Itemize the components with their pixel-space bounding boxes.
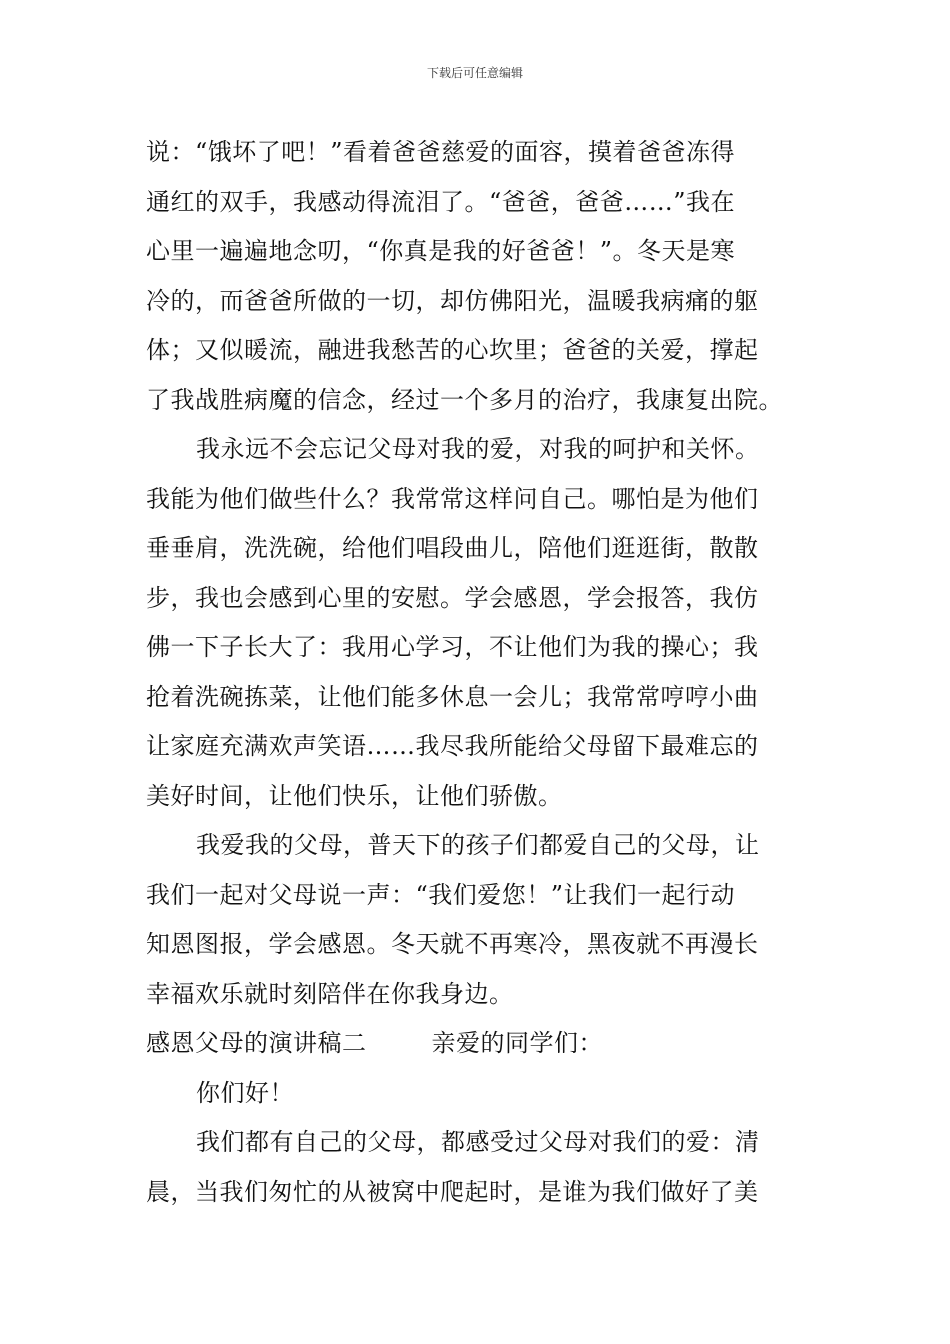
text-line: 你们好！: [196, 1078, 294, 1107]
text-line: 了我战胜病魔的信念，经过一个多月的治疗，我康复出院。: [146, 385, 783, 414]
text-line: 步，我也会感到心里的安慰。学会感恩，学会报答，我仿: [146, 583, 759, 612]
text-line: 我们一起对父母说一声：“我们爱您！”让我们一起行动: [146, 880, 736, 909]
text-line: 心里一遍遍地念叨，“你真是我的好爸爸！”。冬天是寒: [146, 237, 736, 265]
section-heading-line: 感恩父母的演讲稿二 亲爱的同学们：: [146, 1029, 604, 1057]
text-line: 晨，当我们匆忙的从被窝中爬起时，是谁为我们做好了美: [146, 1177, 759, 1206]
text-line: 冷的，而爸爸所做的一切，却仿佛阳光，温暖我病痛的躯: [146, 286, 759, 315]
text-line: 我能为他们做些什么？我常常这样问自己。哪怕是为他们: [146, 484, 759, 513]
document-body: [146, 128, 812, 1217]
text-line: 通红的双手，我感动得流泪了。“爸爸，爸爸……”我在: [146, 187, 736, 216]
text-line: 体；又似暖流，融进我愁苦的心坎里；爸爸的关爱，撑起: [146, 336, 759, 364]
text-line: 我们都有自己的父母，都感受过父母对我们的爱：清: [196, 1128, 760, 1156]
text-line: 我爱我的父母，普天下的孩子们都爱自己的父母，让: [196, 831, 760, 859]
text-line: 垂垂肩，洗洗碗，给他们唱段曲儿，陪他们逛逛街，散散: [146, 534, 759, 562]
text-line: 知恩图报，学会感恩。冬天就不再寒冷，黑夜就不再漫长: [146, 930, 759, 958]
text-line: 美好时间，让他们快乐，让他们骄傲。: [146, 781, 563, 810]
text-line: 让家庭充满欢声笑语……我尽我所能给父母留下最难忘的: [146, 732, 759, 760]
text-line: 幸福欢乐就时刻陪伴在你我身边。: [146, 979, 514, 1008]
text-line: 佛一下子长大了：我用心学习，不让他们为我的操心；我: [146, 633, 759, 661]
text-line: 说：“饿坏了吧！”看着爸爸慈爱的面容，摸着爸爸冻得: [146, 138, 736, 166]
text-line: 我永远不会忘记父母对我的爱，对我的呵护和关怀。: [196, 435, 760, 463]
text-line: 抢着洗碗拣菜，让他们能多休息一会儿；我常常哼哼小曲: [146, 682, 759, 711]
page-header: 下载后可任意编辑: [426, 66, 523, 80]
